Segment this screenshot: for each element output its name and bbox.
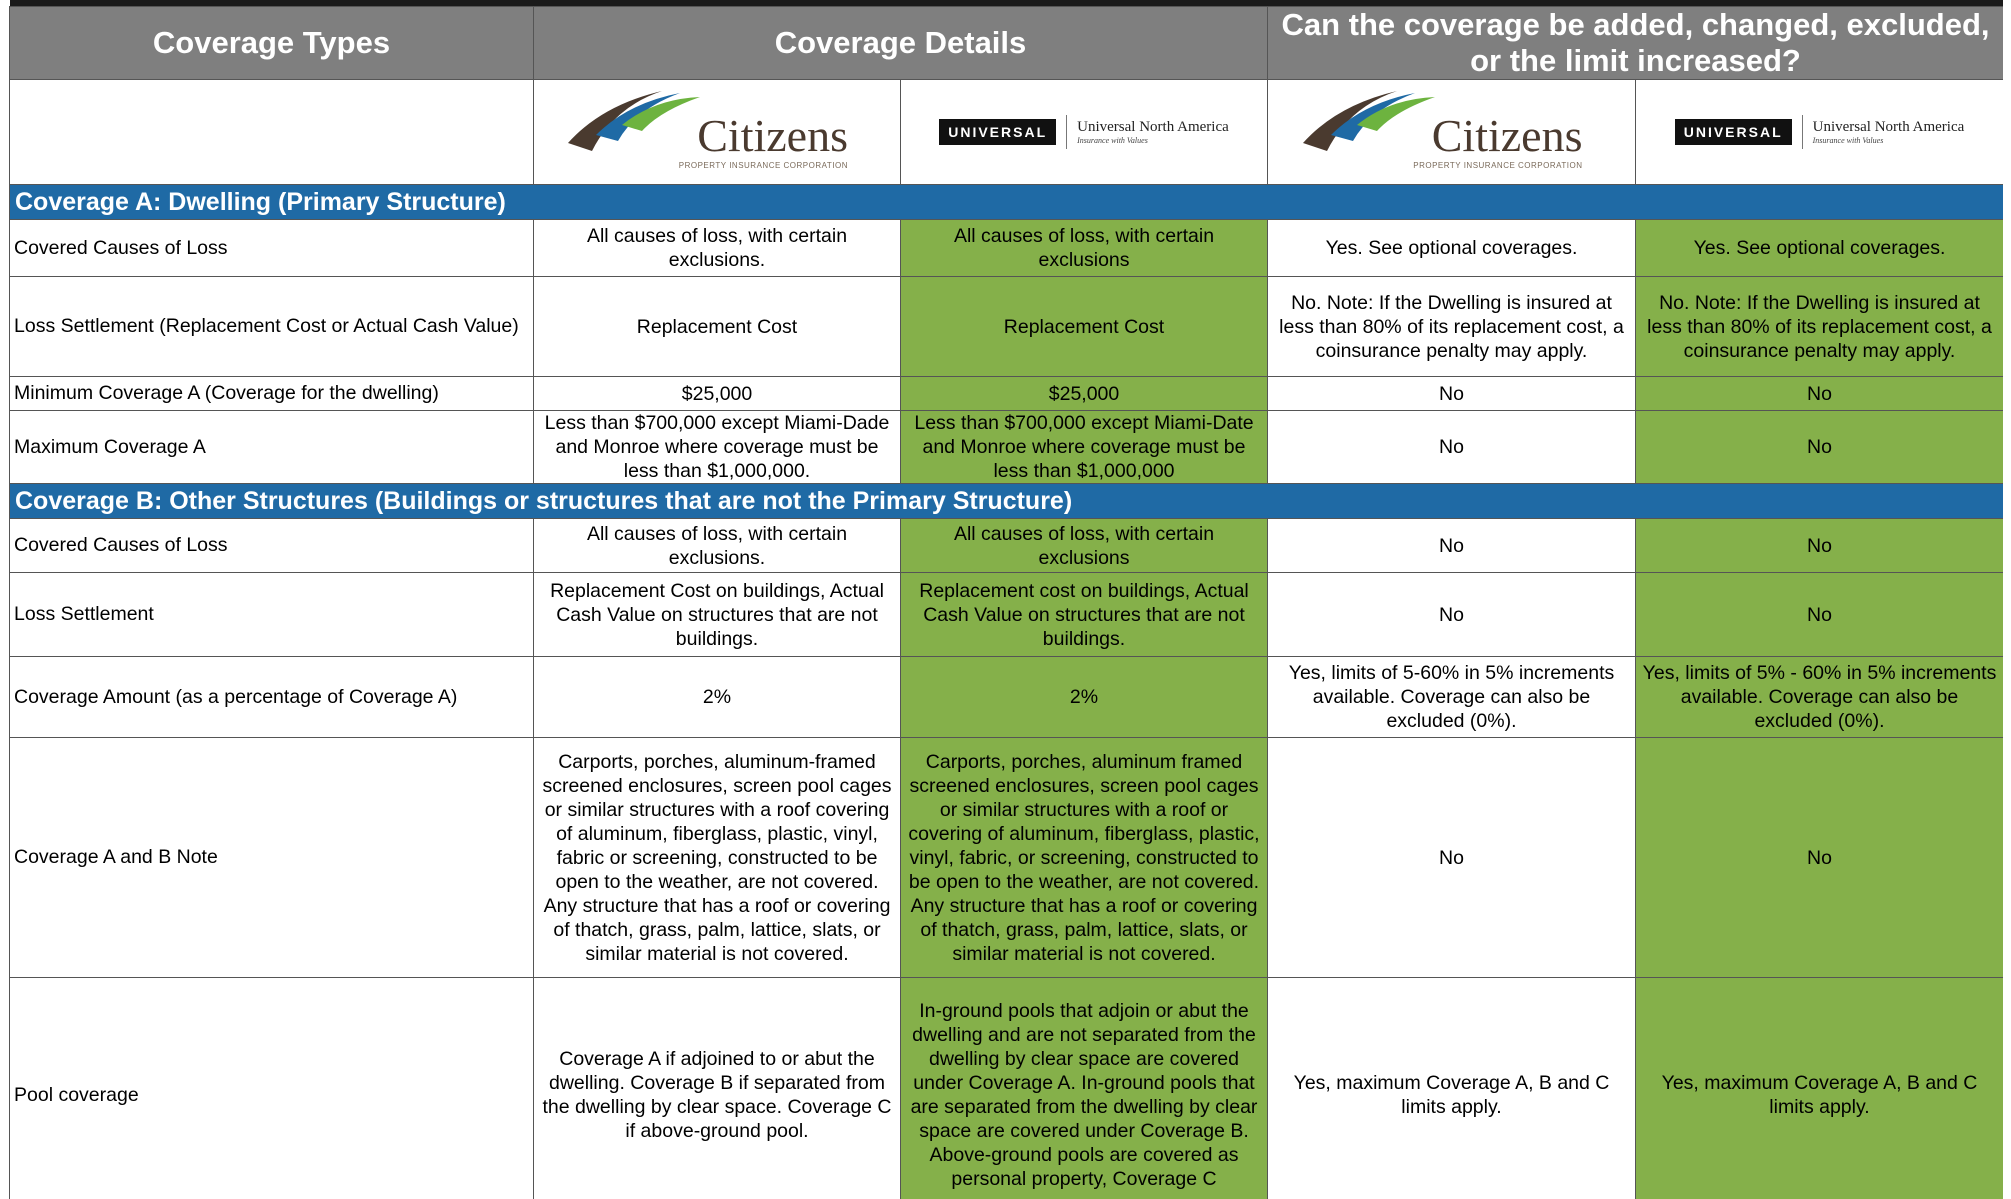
citizens-change: Yes, maximum Coverage A, B and C limits apply. [1268, 978, 1636, 1199]
citizens-subtitle: PROPERTY INSURANCE CORPORATION [678, 160, 848, 170]
universal-detail: All causes of loss, with certain exclusions [901, 519, 1268, 573]
row-label: Loss Settlement [10, 573, 534, 657]
universal-change: Yes, maximum Coverage A, B and C limits apply. [1636, 978, 2004, 1199]
table-row [10, 738, 2004, 978]
citizens-change: Yes, limits of 5-60% in 5% increments available. Coverage can also be excluded (0%). [1268, 657, 1636, 738]
citizens-detail: All causes of loss, with certain exclusions. [534, 519, 901, 573]
universal-change: Yes, limits of 5% - 60% in 5% increments available. Coverage can also be excluded (0%). [1636, 657, 2004, 738]
row-label: Pool coverage [10, 978, 534, 1199]
citizens-detail: Coverage A if adjoined to or abut the dwelling. Coverage B if separated from the dwelling by clear space. Coverage C if above-ground pool. [534, 978, 901, 1199]
citizens-change: No [1268, 519, 1636, 573]
universal-logo-cell-2 [1636, 80, 2004, 185]
universal-change: No [1636, 411, 2004, 484]
universal-change: Yes. See optional coverages. [1636, 220, 2004, 277]
table-row [10, 377, 2004, 411]
table-row [10, 220, 2004, 277]
header-coverage-details: Coverage Details [534, 7, 1268, 80]
header-coverage-types: Coverage Types [10, 7, 534, 80]
row-label: Covered Causes of Loss [10, 220, 534, 277]
row-label: Coverage Amount (as a percentage of Coverage A) [10, 657, 534, 738]
universal-name: Universal North America [1812, 119, 1965, 135]
universal-detail: In-ground pools that adjoin or abut the dwelling and are not separated from the dwelling by clear space are covered under Coverage A. In-ground pools that are separated from the dwelling by clear space are covered under Coverage B. Above-ground pools are covered as personal property, Coverage C [901, 978, 1268, 1199]
universal-detail: Less than $700,000 except Miami-Date and Monroe where coverage must be less than $1,000,000 [901, 411, 1268, 484]
row-label: Minimum Coverage A (Coverage for the dwelling) [10, 377, 534, 411]
section-title: Coverage B: Other Structures (Buildings or structures that are not the Primary Structure) [10, 484, 2004, 519]
universal-detail: Replacement Cost [901, 277, 1268, 377]
citizens-change: No [1268, 411, 1636, 484]
table-row [10, 411, 2004, 484]
citizens-swoosh-icon [562, 85, 702, 165]
universal-logo [939, 115, 1229, 149]
universal-logo-cell [901, 80, 1268, 185]
section-header-coverage-b [10, 484, 2004, 519]
citizens-wordmark: Citizens [1431, 109, 1583, 161]
citizens-change: Yes. See optional coverages. [1268, 220, 1636, 277]
citizens-logo-cell-2 [1268, 80, 1636, 185]
universal-box-label: UNIVERSAL [1675, 119, 1792, 145]
universal-logo [1675, 115, 1965, 149]
citizens-swoosh-icon [1297, 85, 1437, 165]
universal-tagline: Insurance with Values [1812, 136, 1884, 145]
citizens-logo-cell [534, 80, 901, 185]
table-row [10, 277, 2004, 377]
row-label: Maximum Coverage A [10, 411, 534, 484]
header-row [10, 7, 2004, 80]
table-row [10, 657, 2004, 738]
universal-detail: $25,000 [901, 377, 1268, 411]
header-can-change: Can the coverage be added, changed, excluded, or the limit increased? [1268, 7, 2004, 80]
universal-tagline: Insurance with Values [1077, 136, 1148, 145]
table-row [10, 573, 2004, 657]
citizens-subtitle: PROPERTY INSURANCE CORPORATION [1413, 160, 1583, 170]
logo-row-empty-cell [10, 80, 534, 185]
row-label: Coverage A and B Note [10, 738, 534, 978]
coverage-table [9, 0, 2003, 1199]
citizens-detail: Replacement Cost [534, 277, 901, 377]
logo-row [10, 80, 2004, 185]
citizens-change: No. Note: If the Dwelling is insured at less than 80% of its replacement cost, a coinsurance penalty may apply. [1268, 277, 1636, 377]
citizens-wordmark: Citizens [697, 109, 848, 161]
citizens-change: No [1268, 738, 1636, 978]
citizens-detail: All causes of loss, with certain exclusions. [534, 220, 901, 277]
universal-name: Universal North America [1077, 119, 1229, 135]
citizens-logo [1297, 85, 1607, 175]
citizens-detail: Replacement Cost on buildings, Actual Cash Value on structures that are not buildings. [534, 573, 901, 657]
table-row [10, 978, 2004, 1199]
universal-detail: Carports, porches, aluminum framed screened enclosures, screen pool cages or similar structures with a roof or covering of aluminum, fiberglass, plastic, vinyl, fabric, or screening, constructed to be open to the weather, are not covered. Any structure that has a roof or covering of thatch, grass, palm, lattice, slats, or similar material is not covered. [901, 738, 1268, 978]
universal-change: No. Note: If the Dwelling is insured at less than 80% of its replacement cost, a coinsurance penalty may apply. [1636, 277, 2004, 377]
coverage-comparison-sheet [9, 0, 2003, 1199]
universal-detail: All causes of loss, with certain exclusions [901, 220, 1268, 277]
citizens-change: No [1268, 573, 1636, 657]
citizens-logo [562, 85, 872, 175]
universal-change: No [1636, 377, 2004, 411]
universal-logo-divider [1802, 115, 1803, 149]
universal-change: No [1636, 738, 2004, 978]
citizens-detail: Carports, porches, aluminum-framed screened enclosures, screen pool cages or similar structures with a roof covering of aluminum, fiberglass, plastic, vinyl, fabric or screening, constructed to be open to the weather, are not covered. Any structure that has a roof or covering of thatch, grass, palm, lattice, slats, or similar material is not covered. [534, 738, 901, 978]
citizens-change: No [1268, 377, 1636, 411]
citizens-detail: Less than $700,000 except Miami-Dade and Monroe where coverage must be less than $1,000,000. [534, 411, 901, 484]
universal-change: No [1636, 573, 2004, 657]
citizens-detail: $25,000 [534, 377, 901, 411]
row-label: Loss Settlement (Replacement Cost or Actual Cash Value) [10, 277, 534, 377]
universal-logo-divider [1066, 115, 1067, 149]
universal-change: No [1636, 519, 2004, 573]
table-row [10, 519, 2004, 573]
citizens-detail: 2% [534, 657, 901, 738]
universal-detail: Replacement cost on buildings, Actual Cash Value on structures that are not buildings. [901, 573, 1268, 657]
row-label: Covered Causes of Loss [10, 519, 534, 573]
universal-box-label: UNIVERSAL [939, 119, 1056, 145]
section-header-coverage-a [10, 185, 2004, 220]
universal-detail: 2% [901, 657, 1268, 738]
section-title: Coverage A: Dwelling (Primary Structure) [10, 185, 2004, 220]
